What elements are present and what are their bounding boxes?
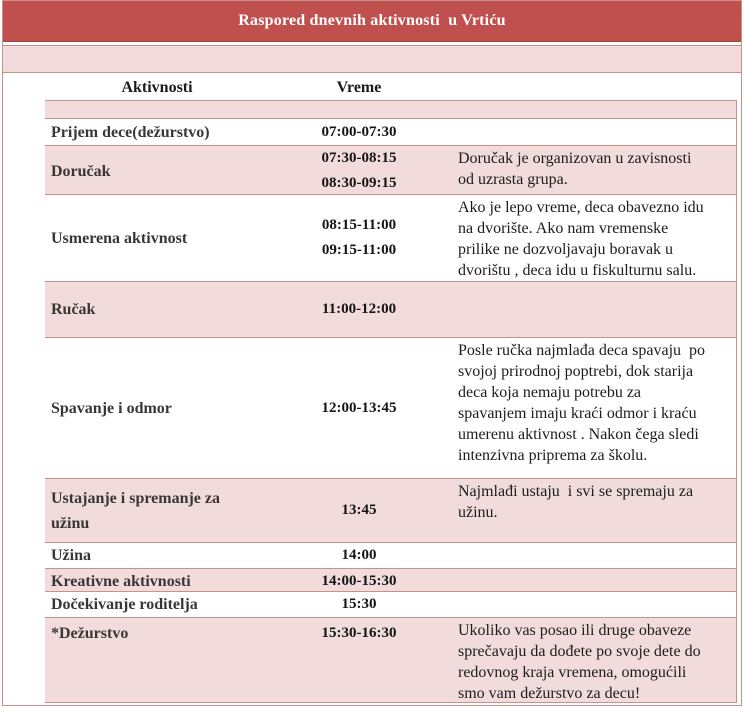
time-value [285,618,433,704]
activity-label [45,338,285,478]
note-text-line: Najmlađi ustaju i svi se spremaju za [458,483,694,500]
table-row [45,617,736,703]
note-text-line: intenzivna priprema za školu. [458,447,648,464]
activity-label-line: Kreativne aktivnosti [51,573,191,590]
note-text [433,618,736,704]
note-text-line: Posle ručka najmlađa deca spavaju po [458,342,706,359]
note-text-line: Ako je lepo vreme, deca obavezno idu [458,199,704,216]
time-value [285,119,433,145]
time-value [285,543,433,568]
activity-label [45,282,285,337]
activity-label-line: Spavanje i odmor [51,399,172,417]
time-value [285,101,433,118]
time-value [285,479,433,542]
title-bar [3,1,741,42]
activity-label-line: Doručak [51,162,111,180]
note-text [433,543,736,568]
time-value [285,282,433,337]
time-value [285,338,433,478]
activity-label-line: Prijem dece(dežurstvo) [51,123,210,141]
note-text-line: užinu. [458,504,498,521]
note-text-line: spavanjem imaju kraći odmor i kraću [458,405,697,422]
note-text-line: sprečavaju da dođete po svoje dete do [458,643,701,660]
note-text [433,101,736,118]
note-text-line: dvorištu , deca idu u fiskulturnu salu. [458,262,697,279]
column-header-activities: Aktivnosti [121,79,193,96]
time-value-line: 08:15-11:00 [321,217,397,233]
time-value-line: 15:30 [341,596,377,612]
note-text-line: od uzrasta grupa. [458,171,568,188]
table-row [45,195,736,281]
time-value [285,195,433,281]
note-text-line: umerenu aktivnost . Nakon čega sledi [458,426,699,443]
time-value-line: 12:00-13:45 [321,399,397,416]
table-row [45,568,736,592]
activity-label-line: *Dežurstvo [51,625,129,642]
time-value-line: 14:00-15:30 [321,573,397,589]
activity-label-line: užinu [51,514,90,532]
note-text [433,338,736,478]
page-title: Raspored dnevnih aktivnosti u Vrtiću [238,12,506,29]
note-text [433,146,736,196]
time-value-line: 14:00 [341,547,377,563]
note-text-line: prilike ne dozvoljavaju boravak u [458,241,674,258]
activity-label-line: Ustajanje i spremanje za [51,489,221,507]
activity-label-line: Užina [51,547,91,564]
note-text [433,195,736,281]
time-value [285,146,433,196]
time-value-line: 07:00-07:30 [321,123,397,140]
note-text [433,592,736,617]
activity-label [45,479,285,542]
note-text-line: deca koja nemaju potrebu za [458,384,642,401]
column-headers [3,75,741,100]
time-value [285,592,433,617]
note-text-line: Doručak je organizovan u zavisnosti [458,150,692,167]
note-text [433,119,736,145]
time-value-line: 11:00-12:00 [321,301,397,317]
outer-frame [2,0,742,706]
activity-label [45,543,285,568]
time-value-line: 13:45 [341,502,377,518]
note-text [433,282,736,337]
note-text-line: svojoj prirodnoj poptrebi, dok starija [458,363,694,380]
table-row [45,592,736,617]
table-row [45,478,736,543]
note-text-line: na dvorište. Ako nam vremenske [458,220,669,237]
note-text [433,479,736,542]
column-header-time: Vreme [336,79,382,96]
activity-label [45,195,285,281]
table-row [45,543,736,568]
time-value-line: 15:30-16:30 [321,625,397,641]
note-text-line: Ukoliko vas posao ili druge obaveze [458,622,692,639]
activity-label [45,101,285,118]
time-value-line: 09:15-11:00 [321,242,397,258]
note-text-line: smo vam dežurstvo za decu! [458,685,641,702]
table-row [45,145,736,195]
note-text [433,569,736,594]
table-row [45,338,736,478]
activity-label [45,618,285,704]
subtitle-band [3,45,741,73]
activity-label-line: Dočekivanje roditelja [51,596,198,613]
table-row [45,100,736,119]
time-value-line: 08:30-09:15 [321,175,397,191]
activity-label [45,592,285,617]
activity-label [45,569,285,594]
activity-label [45,119,285,145]
table-row [45,119,736,145]
activity-label-line: Usmerena aktivnost [51,229,188,247]
schedule-table-body [45,100,737,703]
note-text-line: redovnog kraja vremena, omogućili [458,664,687,681]
activity-label-line: Ručak [51,301,96,318]
activity-label [45,146,285,196]
time-value-line: 07:30-08:15 [321,150,397,166]
table-row [45,281,736,338]
time-value [285,569,433,594]
